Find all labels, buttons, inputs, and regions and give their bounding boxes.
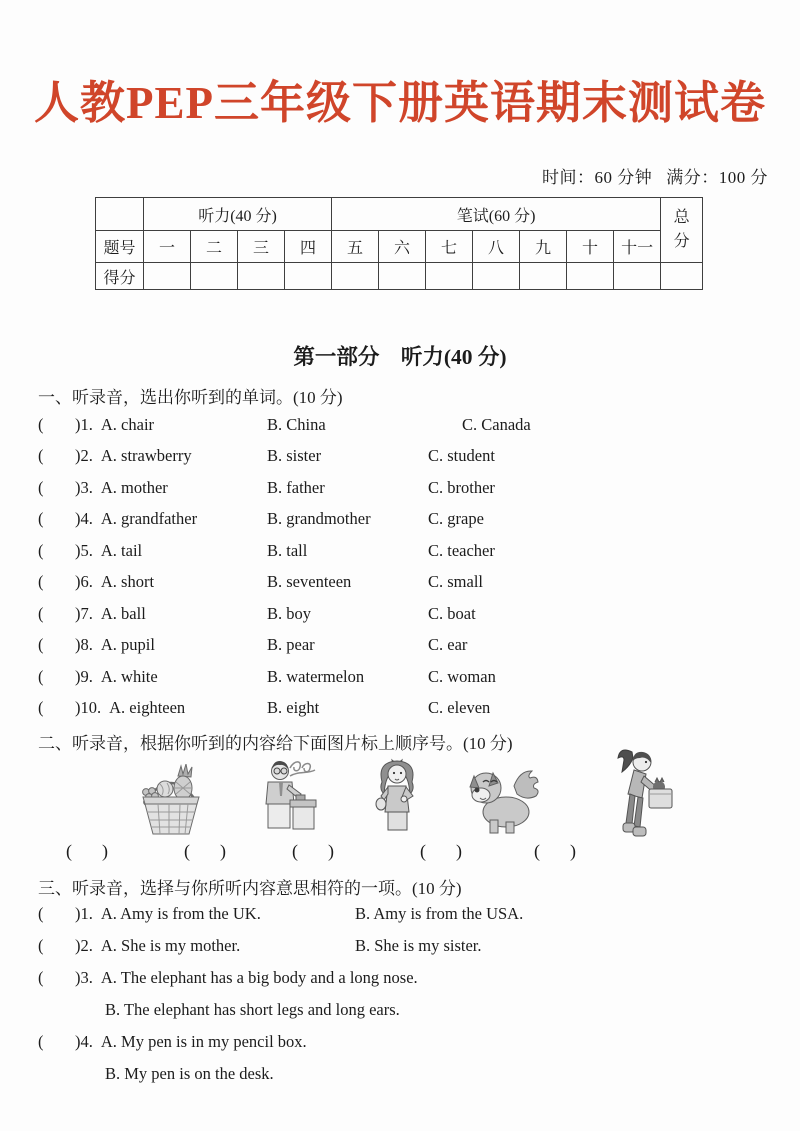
question-row bbox=[0, 598, 800, 630]
option-b: B. China bbox=[267, 414, 326, 434]
question-number: 5. bbox=[80, 540, 93, 560]
total-score-header-cell: 总分 bbox=[661, 198, 703, 263]
option-c: C. student bbox=[428, 446, 495, 466]
question-option-line bbox=[0, 1058, 800, 1090]
question-number: 9. bbox=[80, 666, 93, 686]
option-b: B. watermelon bbox=[267, 666, 365, 686]
section2-title: 二、听录音，根据你听到的内容给下面图片标上顺序号。(10 分) bbox=[38, 734, 513, 753]
option-b: B. father bbox=[267, 477, 325, 497]
question-number-cell: 六 bbox=[379, 231, 426, 263]
option-c: C. teacher bbox=[428, 540, 495, 560]
question-option-line bbox=[0, 994, 800, 1026]
woman-with-basket-image bbox=[596, 746, 680, 847]
answer-paren-close: ) bbox=[75, 572, 81, 592]
question-number: 1. bbox=[80, 414, 93, 434]
question-number-cell: 四 bbox=[285, 231, 332, 263]
question-row bbox=[0, 661, 800, 693]
time-and-score-info bbox=[542, 163, 768, 188]
option-b: B. My pen is on the desk. bbox=[105, 1064, 274, 1083]
girl-pointing-image bbox=[364, 754, 430, 841]
option-a: A. strawberry bbox=[100, 446, 192, 466]
question-number: 6. bbox=[80, 572, 93, 592]
option-c: C. Canada bbox=[462, 414, 531, 434]
option-a: A. ball bbox=[100, 603, 146, 623]
full-score-label: 满分：100 分 bbox=[666, 168, 768, 187]
question-number-cell: 十一 bbox=[614, 231, 661, 263]
question-number: 3. bbox=[80, 477, 93, 497]
part1-heading: 第一部分 听力(40 分) bbox=[293, 345, 507, 369]
question-number: 8. bbox=[80, 635, 93, 655]
option-b: B. The elephant has short legs and long ears. bbox=[105, 1000, 400, 1019]
question-number: 2. bbox=[80, 446, 93, 466]
score-blank-cell bbox=[661, 263, 703, 290]
time-limit-label: 时间：60 分钟 bbox=[542, 168, 653, 187]
option-c: C. brother bbox=[428, 477, 495, 497]
question-number: 7. bbox=[80, 603, 93, 623]
answer-paren-close: ) bbox=[75, 698, 81, 718]
score-blank-cell bbox=[191, 263, 238, 290]
question-row bbox=[0, 1026, 800, 1058]
question-row bbox=[0, 504, 800, 536]
answer-paren-close: ) bbox=[75, 540, 81, 560]
answer-paren-close: ) bbox=[75, 635, 81, 655]
score-blank-cell bbox=[144, 263, 191, 290]
corner-cell bbox=[96, 198, 144, 231]
answer-paren-close: ) bbox=[75, 477, 81, 497]
score-blank-cell bbox=[473, 263, 520, 290]
option-b: B. eight bbox=[267, 698, 320, 718]
option-a: A. My pen is in my pencil box. bbox=[100, 1032, 307, 1051]
answer-paren-close: ) bbox=[75, 936, 81, 955]
answer-paren-close: ) bbox=[75, 968, 81, 987]
option-a: A. eighteen bbox=[109, 698, 186, 718]
answer-paren-open: ( bbox=[38, 936, 44, 955]
score-summary-table bbox=[95, 197, 703, 290]
score-blank-cell bbox=[520, 263, 567, 290]
answer-paren-close: ) bbox=[75, 666, 81, 686]
answer-paren-open: ( bbox=[38, 603, 44, 623]
teacher-at-desk-image bbox=[260, 758, 318, 839]
answer-paren-close: ) bbox=[75, 414, 81, 434]
answer-paren-close: ) bbox=[75, 603, 81, 623]
written-header-cell: 笔试(60 分) bbox=[332, 198, 661, 231]
option-b: B. tall bbox=[267, 540, 308, 560]
question-number: 4. bbox=[80, 509, 93, 529]
option-c: C. small bbox=[428, 572, 484, 592]
question-number-cell: 五 bbox=[332, 231, 379, 263]
question-number: 2. bbox=[80, 936, 93, 955]
answer-paren-open: ( bbox=[38, 414, 44, 434]
question-number-cell: 七 bbox=[426, 231, 473, 263]
option-c: C. woman bbox=[428, 666, 496, 686]
listening-header-cell: 听力(40 分) bbox=[144, 198, 332, 231]
section2-picture-row bbox=[0, 750, 800, 845]
section2-answer-blanks bbox=[0, 841, 800, 867]
option-b: B. pear bbox=[267, 635, 315, 655]
option-c: C. grape bbox=[428, 509, 484, 529]
score-blank-cell bbox=[379, 263, 426, 290]
answer-paren-open: ( bbox=[38, 635, 44, 655]
option-c: C. boat bbox=[428, 603, 476, 623]
score-blank-cell bbox=[332, 263, 379, 290]
answer-paren-open: ( bbox=[38, 666, 44, 686]
answer-paren-open: ( bbox=[38, 968, 44, 987]
page-title: 人教PEP三年级下册英语期末测试卷 bbox=[34, 78, 766, 128]
question-row bbox=[0, 441, 800, 473]
score-blank-cell bbox=[614, 263, 661, 290]
option-a: A. mother bbox=[100, 477, 168, 497]
option-b: B. She is my sister. bbox=[355, 936, 482, 955]
option-b: B. Amy is from the USA. bbox=[355, 904, 524, 923]
question-number: 10. bbox=[80, 698, 102, 718]
score-blank-cell bbox=[567, 263, 614, 290]
answer-paren-open: ( bbox=[38, 477, 44, 497]
answer-paren-open: ( bbox=[38, 540, 44, 560]
question-row bbox=[0, 898, 800, 930]
question-row-label-cell: 题号 bbox=[96, 231, 144, 263]
answer-blank: ( ) bbox=[66, 841, 108, 861]
answer-paren-open: ( bbox=[38, 1032, 44, 1051]
question-row bbox=[0, 962, 800, 994]
question-number-cell: 二 bbox=[191, 231, 238, 263]
option-a: A. She is my mother. bbox=[100, 936, 241, 955]
option-a: A. grandfather bbox=[100, 509, 198, 529]
question-number: 4. bbox=[80, 1032, 93, 1051]
score-blank-cell bbox=[426, 263, 473, 290]
score-blank-cell bbox=[285, 263, 332, 290]
answer-paren-open: ( bbox=[38, 509, 44, 529]
answer-blank: ( ) bbox=[184, 841, 226, 861]
option-a: A. The elephant has a big body and a long nose. bbox=[100, 968, 418, 987]
answer-paren-open: ( bbox=[38, 698, 44, 718]
answer-paren-open: ( bbox=[38, 446, 44, 466]
answer-paren-close: ) bbox=[75, 1032, 81, 1051]
question-row bbox=[0, 630, 800, 662]
question-row bbox=[0, 535, 800, 567]
answer-blank: ( ) bbox=[534, 841, 576, 861]
answer-paren-close: ) bbox=[75, 509, 81, 529]
answer-blank: ( ) bbox=[420, 841, 462, 861]
question-number-cell: 三 bbox=[238, 231, 285, 263]
question-number-cell: 十 bbox=[567, 231, 614, 263]
option-a: A. Amy is from the UK. bbox=[100, 904, 261, 923]
option-a: A. white bbox=[100, 666, 158, 686]
option-b: B. boy bbox=[267, 603, 312, 623]
section3-title: 三、听录音，选择与你所听内容意思相符的一项。(10 分) bbox=[38, 879, 462, 898]
question-number: 3. bbox=[80, 968, 93, 987]
question-row bbox=[0, 693, 800, 725]
option-c: C. ear bbox=[428, 635, 468, 655]
question-number: 1. bbox=[80, 904, 93, 923]
answer-paren-open: ( bbox=[38, 904, 44, 923]
puppy-dog-image bbox=[466, 760, 542, 841]
question-number-cell: 九 bbox=[520, 231, 567, 263]
answer-paren-open: ( bbox=[38, 572, 44, 592]
option-b: B. seventeen bbox=[267, 572, 352, 592]
option-c: C. eleven bbox=[428, 698, 491, 718]
question-row bbox=[0, 409, 800, 441]
question-row bbox=[0, 472, 800, 504]
question-number-cell: 八 bbox=[473, 231, 520, 263]
section1-title: 一、听录音，选出你听到的单词。(10 分) bbox=[38, 388, 343, 407]
option-a: A. short bbox=[100, 572, 155, 592]
option-b: B. grandmother bbox=[267, 509, 371, 529]
answer-paren-close: ) bbox=[75, 446, 81, 466]
question-row bbox=[0, 567, 800, 599]
answer-paren-close: ) bbox=[75, 904, 81, 923]
option-a: A. chair bbox=[100, 414, 155, 434]
score-row-label-cell: 得分 bbox=[96, 263, 144, 290]
question-number-cell: 一 bbox=[144, 231, 191, 263]
question-row bbox=[0, 930, 800, 962]
answer-blank: ( ) bbox=[292, 841, 334, 861]
score-blank-cell bbox=[238, 263, 285, 290]
option-b: B. sister bbox=[267, 446, 322, 466]
fruit-basket-image bbox=[136, 764, 206, 841]
section1-question-list bbox=[0, 409, 800, 724]
option-a: A. tail bbox=[100, 540, 143, 560]
option-a: A. pupil bbox=[100, 635, 155, 655]
section3-question-list bbox=[0, 898, 800, 1090]
